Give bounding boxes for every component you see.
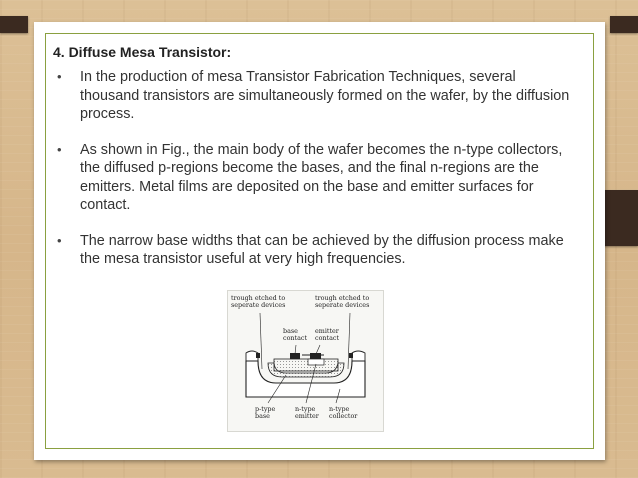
right-notch — [349, 353, 353, 358]
leader-trough-right — [348, 313, 350, 369]
slide-card — [34, 22, 605, 460]
bullet-item — [57, 68, 577, 124]
label-p-type-base: p-type base — [255, 405, 276, 420]
label-n-type-emitter: n-type emitter — [295, 405, 319, 420]
bullet-text: As shown in Fig., the main body of the wafer becomes the n-type collectors, the diffused p-regions become the bases, and the final n-regions are the emitters. Metal films are deposited on the base and emitter surfaces for contact. — [80, 141, 563, 213]
leader-trough-left — [260, 313, 262, 369]
label-trough-left: trough etched to seperate devices — [231, 294, 286, 309]
leader-emitter-contact — [316, 345, 320, 354]
decorative-tab-top-right — [610, 16, 638, 33]
bullet-item — [57, 232, 577, 269]
bullet-text: In the production of mesa Transistor Fabrication Techniques, several thousand transistors are simultaneously formed on the wafer, by the diffusion process. — [80, 69, 570, 122]
emitter-contact-metal — [310, 353, 321, 359]
decorative-tab-right — [600, 190, 638, 246]
label-base-contact: base contact — [283, 327, 308, 342]
bullet-dot: • — [57, 141, 62, 157]
label-emitter-contact: emitter contact — [315, 327, 340, 342]
leader-base-contact — [295, 345, 296, 354]
mesa-transistor-figure — [227, 290, 384, 432]
bullet-list — [57, 68, 577, 286]
bullet-text: The narrow base widths that can be achieved by the diffusion process make the mesa transistor useful at very high frequencies. — [80, 232, 564, 267]
decorative-tab-top-left — [0, 16, 28, 33]
bullet-item — [57, 141, 577, 215]
bullet-dot: • — [57, 69, 62, 84]
bullet-dot: • — [57, 232, 62, 248]
right-mound — [352, 351, 365, 361]
label-n-type-collector: n-type collector — [329, 405, 358, 420]
mesa-top-layer — [274, 359, 338, 371]
slide-heading: 4. Diffuse Mesa Transistor: — [53, 44, 232, 60]
label-trough-right: trough etched to seperate devices — [315, 294, 370, 309]
left-notch — [256, 353, 260, 358]
